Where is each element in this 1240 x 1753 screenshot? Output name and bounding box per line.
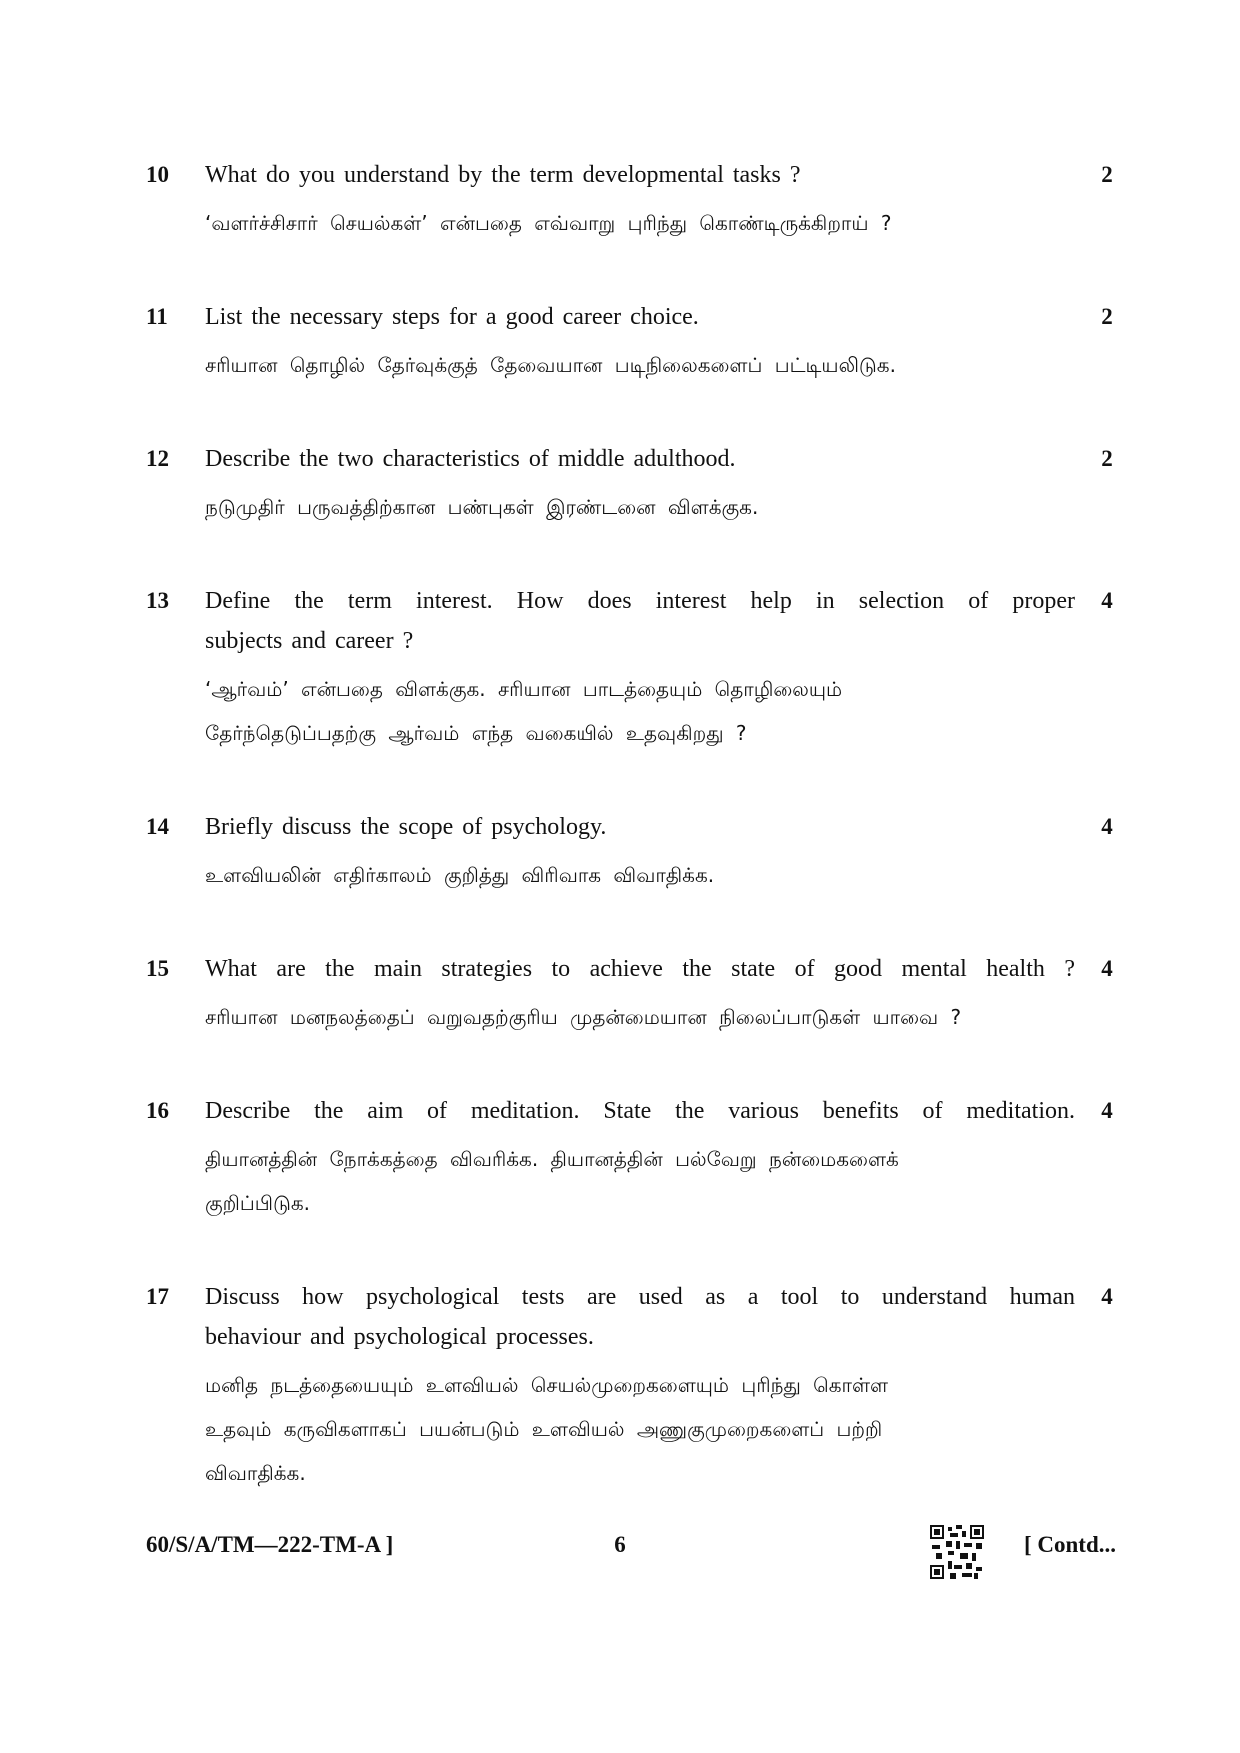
question-text-tamil-block (205, 1137, 1075, 1225)
question-number: 14 (146, 814, 169, 839)
question-number: 11 (146, 304, 168, 329)
question-marks: 4 (1101, 588, 1113, 613)
question-number: 16 (146, 1098, 169, 1123)
question-text-tamil: நடுமுதிர் பருவத்திற்கான பண்புகள் இரண்டனை விளக்குக. (205, 495, 759, 519)
question-body (205, 581, 1075, 755)
question-marks: 2 (1101, 446, 1113, 471)
question-text-tamil-block (205, 343, 1075, 387)
question-text-tamil: விவாதிக்க. (205, 1461, 306, 1485)
question-body (205, 807, 1075, 897)
question-text-tamil: தியானத்தின் நோக்கத்தை விவரிக்க. தியானத்தின் பல்வேறு நன்மைகளைக் (205, 1147, 899, 1171)
question-marks: 2 (1101, 162, 1113, 187)
question-text-english: Describe the two characteristics of middle adulthood. (205, 446, 736, 472)
question-text-tamil: குறிப்பிடுக. (205, 1191, 310, 1215)
question-number: 10 (146, 162, 169, 187)
continued-marker: [ Contd... (1023, 1532, 1116, 1557)
question-marks: 4 (1101, 956, 1113, 981)
question-text-english: What do you understand by the term developmental tasks ? (205, 162, 801, 188)
question-body (205, 297, 1075, 387)
question-marks: 4 (1101, 1284, 1113, 1309)
question-text-tamil-block (205, 201, 1075, 245)
question-marks: 4 (1101, 1098, 1113, 1123)
question-text-tamil: சரியான மனநலத்தைப் வறுவதற்குரிய முதன்மையான நிலைப்பாடுகள் யாவை ? (205, 1005, 962, 1029)
question-text-tamil-block (205, 667, 1075, 755)
question-number: 13 (146, 588, 169, 613)
question-body (205, 439, 1075, 529)
question-text-english: Briefly discuss the scope of psychology. (205, 814, 607, 840)
question-text-english: behaviour and psychological processes. (205, 1324, 594, 1350)
question-body (205, 1091, 1075, 1225)
question-text-tamil: ‘வளர்ச்சிசார் செயல்கள்’ என்பதை எவ்வாறு புரிந்து கொண்டிருக்கிறாய் ? (205, 211, 892, 235)
question-text-tamil: மனித நடத்தையையும் உளவியல் செயல்முறைகளையும் புரிந்து கொள்ள (205, 1373, 889, 1397)
qr-code-icon (930, 1525, 984, 1579)
question-marks: 2 (1101, 304, 1113, 329)
question-text-tamil-block (205, 853, 1075, 897)
question-number: 17 (146, 1284, 169, 1309)
question-body (205, 1277, 1075, 1495)
question-text-english: Define the term interest. How does interest help in selection of proper (205, 588, 1075, 614)
question-body (205, 949, 1075, 1039)
question-number: 15 (146, 956, 169, 981)
question-text-tamil-block (205, 1363, 1075, 1495)
question-marks: 4 (1101, 814, 1113, 839)
question-text-tamil: தேர்ந்தெடுப்பதற்கு ஆர்வம் எந்த வகையில் உதவுகிறது ? (205, 721, 747, 745)
question-text-tamil: உளவியலின் எதிர்காலம் குறித்து விரிவாக விவாதிக்க. (205, 863, 715, 887)
question-text-english: What are the main strategies to achieve the state of good mental health ? (205, 956, 1075, 982)
page-number: 6 (614, 1532, 626, 1557)
page-footer (0, 1525, 1240, 1565)
question-text-english: List the necessary steps for a good career choice. (205, 304, 699, 330)
question-text-english: Discuss how psychological tests are used as a tool to understand human (205, 1284, 1075, 1310)
question-number: 12 (146, 446, 169, 471)
question-text-english: subjects and career ? (205, 628, 414, 654)
question-text-tamil-block (205, 995, 1075, 1039)
question-body (205, 155, 1075, 245)
question-text-tamil: சரியான தொழில் தேர்வுக்குத் தேவையான படிநிலைகளைப் பட்டியலிடுக. (205, 353, 896, 377)
paper-code: 60/S/A/TM—222-TM-A ] (146, 1532, 394, 1557)
question-text-english: Describe the aim of meditation. State the various benefits of meditation. (205, 1098, 1075, 1124)
question-text-tamil: உதவும் கருவிகளாகப் பயன்படும் உளவியல் அணுகுமுறைகளைப் பற்றி (205, 1417, 883, 1441)
question-text-tamil-block (205, 485, 1075, 529)
question-text-tamil: ‘ஆர்வம்’ என்பதை விளக்குக. சரியான பாடத்தையும் தொழிலையும் (205, 677, 843, 701)
